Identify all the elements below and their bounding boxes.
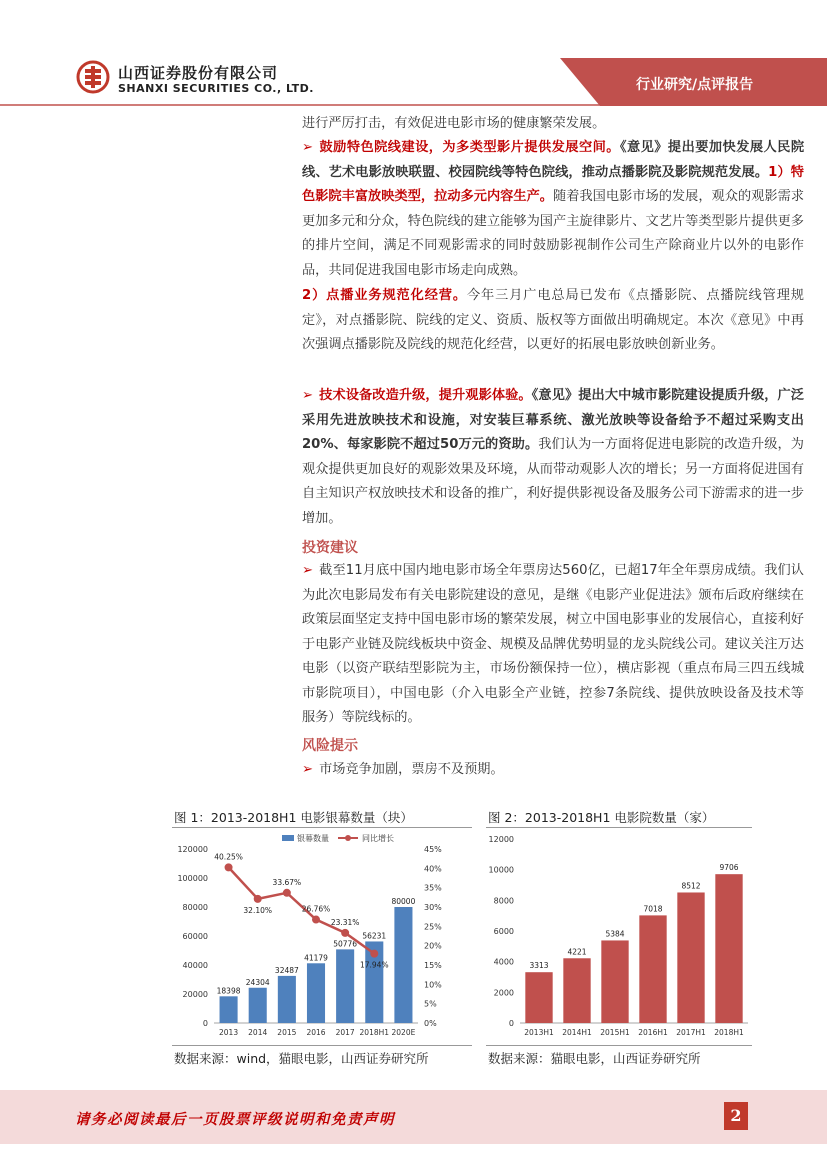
x-tick-label: 2020E	[391, 1028, 416, 1037]
bar-value-label: 56231	[362, 931, 387, 941]
arrow-bullet-icon: ➢	[302, 388, 314, 403]
paragraph-intro: 进行严厉打击，有效促进电影市场的健康繁荣发展。	[302, 116, 606, 131]
y-right-tick-label: 10%	[424, 980, 442, 990]
line-growth-label: 33.67%	[272, 877, 302, 887]
bar-value-label: 4221	[567, 947, 587, 957]
line-growth-point	[312, 916, 320, 924]
bar-cinemas	[601, 940, 628, 1023]
y-tick-label: 8000	[493, 896, 514, 906]
section-title-risk: 风险提示	[302, 738, 358, 754]
bar-value-label: 5384	[605, 929, 625, 939]
y-right-tick-label: 20%	[424, 941, 442, 951]
report-type: 行业研究/点评报告	[636, 77, 754, 93]
bar-value-label: 24304	[245, 977, 270, 987]
x-tick-label: 2018H1	[714, 1028, 744, 1037]
figure2-rule-bottom	[486, 1045, 752, 1046]
y-right-tick-label: 45%	[424, 845, 442, 854]
chart-screens	[172, 829, 476, 1045]
y-tick-label: 0	[508, 1019, 514, 1028]
x-tick-label: 2017H1	[676, 1028, 706, 1037]
figure2-title: 图 2：2013-2018H1 电影院数量（家）	[488, 810, 715, 825]
bar-cinemas	[639, 915, 666, 1023]
figure2-rule	[486, 827, 752, 828]
line-growth-point	[341, 929, 349, 937]
legend-label-growth: 同比增长	[362, 834, 394, 843]
legend-label-screens: 银幕数量	[297, 834, 329, 843]
y-tick-label: 12000	[488, 835, 514, 844]
arrow-bullet-icon: ➢	[302, 762, 314, 777]
y-right-tick-label: 25%	[424, 922, 442, 932]
y-right-tick-label: 15%	[424, 961, 442, 970]
figure1-rule-bottom	[172, 1045, 472, 1046]
x-tick-label: 2013H1	[524, 1028, 554, 1037]
y-left-tick-label: 100000	[177, 874, 208, 883]
bullet-risk: ➢ 市场竞争加剧，票房不及预期。	[302, 762, 504, 777]
x-tick-label: 2013	[219, 1028, 239, 1037]
y-left-tick-label: 60000	[182, 932, 208, 941]
footer-disclaimer: 请务必阅读最后一页股票评级说明和免责声明	[75, 1112, 395, 1128]
bar-screens	[307, 963, 325, 1023]
bar-screens	[220, 996, 238, 1023]
bar-screens	[278, 976, 296, 1023]
line-growth-label: 32.10%	[243, 905, 273, 915]
line-growth-point	[225, 863, 233, 871]
bar-value-label: 50776	[333, 939, 358, 949]
paragraph-on-demand: 2）点播业务规范化经营。今年三月广电总局已发布《点播影院、点播院线管理规定》，对点播影院、院线的定义、资质、版权等方面做出明确规定。本次《意见》中再次强调点播影院及院线的规范化经营，以更好的拓展电影放映创新业务。	[302, 288, 804, 352]
x-tick-label: 2016H1	[638, 1028, 668, 1037]
x-tick-label: 2015	[277, 1028, 297, 1037]
arrow-bullet-icon: ➢	[302, 563, 314, 578]
x-tick-label: 2017	[335, 1028, 355, 1037]
x-tick-label: 2016	[306, 1028, 326, 1037]
y-right-tick-label: 0%	[424, 1019, 437, 1028]
legend-swatch-screens	[282, 835, 294, 841]
y-left-tick-label: 0	[202, 1019, 208, 1028]
figure1-rule	[172, 827, 472, 828]
bar-value-label: 3313	[529, 961, 549, 971]
y-left-tick-label: 120000	[177, 845, 208, 854]
section-title-investment: 投资建议	[302, 540, 358, 556]
line-growth-point	[283, 889, 291, 897]
line-growth-label: 23.31%	[330, 917, 360, 927]
bar-value-label: 41179	[304, 953, 328, 963]
bar-value-label: 9706	[719, 863, 739, 873]
y-right-tick-label: 5%	[424, 999, 437, 1009]
y-tick-label: 4000	[493, 957, 514, 967]
logo-icon	[76, 60, 110, 94]
y-left-tick-label: 40000	[182, 961, 208, 970]
bar-screens	[249, 988, 267, 1023]
bar-screens	[394, 907, 412, 1023]
y-right-tick-label: 40%	[424, 864, 442, 874]
line-growth-point	[254, 895, 262, 903]
x-tick-label: 2014H1	[562, 1028, 592, 1037]
y-left-tick-label: 20000	[182, 990, 208, 999]
bar-screens	[336, 949, 354, 1023]
y-tick-label: 2000	[493, 988, 514, 998]
arrow-bullet-icon: ➢	[302, 140, 314, 155]
page-number: 2	[724, 1102, 748, 1130]
line-growth-point	[370, 950, 378, 958]
y-right-tick-label: 35%	[424, 883, 442, 893]
x-tick-label: 2015H1	[600, 1028, 630, 1037]
line-growth-label: 17.94%	[359, 960, 389, 970]
company-name-en: SHANXI SECURITIES CO., LTD.	[118, 82, 314, 95]
bar-value-label: 7018	[643, 904, 663, 914]
figure1-title: 图 1：2013-2018H1 电影银幕数量（块）	[174, 810, 413, 825]
line-growth-label: 40.25%	[214, 852, 243, 862]
bar-value-label: 8512	[681, 881, 701, 891]
bar-cinemas	[677, 892, 704, 1023]
bar-cinemas	[525, 972, 552, 1023]
figure1-source: 数据来源：wind，猫眼电影，山西证券研究所	[174, 1051, 429, 1066]
y-tick-label: 6000	[493, 927, 514, 936]
x-tick-label: 2018H1	[359, 1028, 390, 1037]
chart-cinemas	[486, 829, 756, 1045]
figure2-source: 数据来源：猫眼电影，山西证券研究所	[488, 1051, 701, 1066]
bullet-feature-cinema: ➢ 鼓励特色院线建设，为多类型影片提供发展空间。《意见》提出要加快发展人民院线、艺术电影放映联盟、校园院线等特色院线，推动点播影院及影院规范发展。1）特色影院丰富放映类型，拉动多元内容生产。随着我国电影市场的发展，观众的观影需求更加多元和分众，特色院线的建立能够为国产主旋律影片、文艺片等类型影片提供更多的排片空间，满足不同观影需求的同时鼓励影视制作公司生产除商业片以外的电影作品，共同促进我国电影市场走向成熟。	[302, 140, 805, 278]
company-name-cn: 山西证券股份有限公司	[118, 64, 279, 82]
bar-cinemas	[563, 958, 590, 1023]
bar-value-label: 80000	[391, 897, 416, 906]
bullet-investment: ➢ 截至11月底中国内地电影市场全年票房达560亿，已超17年全年票房成绩。我们认为此次电影局发布有关电影院建设的意见，是继《电影产业促进法》颁布后政府继续在政策层面坚定支持中国电影市场的繁荣发展，树立中国电影事业的发展信心，直接利好于电影产业链及院线板块中资金、规模及品牌优势明显的龙头院线公司。建议关注万达电影（以资产联结型影院为主，市场份额保持一位），横店影视（重点布局三四五线城市影院项目），中国电影（介入电影全产业链，控参7条院线、提供放映设备及技术等服务）等院线标的。	[302, 563, 804, 725]
bullet-tech-upgrade: ➢ 技术设备改造升级，提升观影体验。《意见》提出大中城市影院建设提质升级，广泛采用先进放映技术和设施，对安装巨幕系统、激光放映等设备给予不超过采购支出20%、每家影院不超过50万元的资助。我们认为一方面将促进电影院的改造升级，为观众提供更加良好的观影效果及环境，从而带动观影人次的增长；另一方面将促进国有自主知识产权放映技术和设备的推广，利好提供影视设备及服务公司下游需求的进一步增加。	[302, 388, 804, 526]
bar-cinemas	[715, 874, 742, 1023]
legend-marker-growth	[345, 835, 351, 841]
line-growth-label: 26.76%	[301, 904, 331, 914]
y-tick-label: 10000	[488, 865, 514, 875]
x-tick-label: 2014	[248, 1028, 268, 1037]
y-left-tick-label: 80000	[182, 903, 208, 912]
bar-value-label: 32487	[274, 965, 299, 975]
bar-value-label: 18398	[216, 986, 241, 996]
y-right-tick-label: 30%	[424, 903, 442, 912]
